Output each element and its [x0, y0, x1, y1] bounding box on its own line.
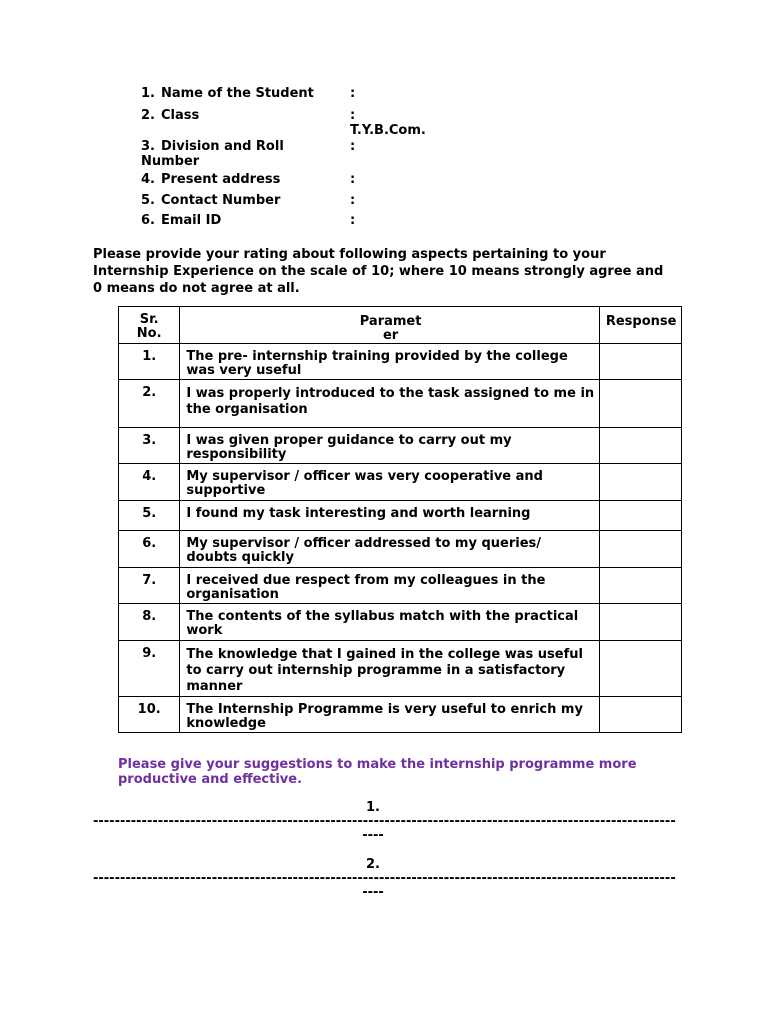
info-colon: :	[350, 139, 356, 154]
info-row-division	[141, 139, 471, 172]
suggestion-number-2: 2.	[366, 857, 380, 872]
suggestion-number-1: 1.	[366, 800, 380, 815]
table-row	[119, 604, 682, 641]
row-parameter: I found my task interesting and worth learning	[180, 501, 600, 531]
row-sr: 2.	[119, 380, 180, 428]
row-parameter: The contents of the syllabus match with the practical work	[180, 604, 600, 641]
info-row-email	[141, 213, 471, 233]
info-row-class	[141, 108, 471, 139]
info-number: 1.	[141, 86, 155, 101]
response-cell[interactable]	[599, 464, 681, 501]
info-row-name	[141, 86, 471, 108]
rating-table	[118, 306, 682, 733]
row-sr: 6.	[119, 531, 180, 568]
info-colon: :	[350, 172, 356, 187]
info-number: 4.	[141, 172, 155, 187]
info-number: 3.	[141, 139, 155, 154]
suggestion-line-2[interactable]: ------------------------------------------------------------------------------------------------------------	[93, 871, 676, 886]
info-row-address	[141, 172, 471, 193]
table-row	[119, 464, 682, 501]
info-label-address: Present address	[160, 172, 281, 187]
header-sr-no: Sr. No.	[119, 307, 180, 344]
row-parameter: The Internship Programme is very useful to enrich my knowledge	[180, 697, 600, 733]
info-colon: :	[350, 193, 356, 208]
response-cell[interactable]	[599, 344, 681, 380]
info-row-contact	[141, 193, 471, 213]
info-number: 5.	[141, 193, 155, 208]
row-parameter: My supervisor / officer was very cooperative and supportive	[180, 464, 600, 501]
info-label-class: Class	[160, 108, 200, 123]
info-label-email: Email ID	[160, 213, 222, 228]
table-row	[119, 428, 682, 464]
response-cell[interactable]	[599, 604, 681, 641]
response-cell[interactable]	[599, 531, 681, 568]
rating-instructions: Please provide your rating about following aspects pertaining to your Internship Experience on the scale of 10; where 10 means strongly agree and 0 means do not agree at all.	[93, 247, 664, 296]
info-colon: :	[350, 213, 356, 228]
info-number: 6.	[141, 213, 155, 228]
row-sr: 4.	[119, 464, 180, 501]
info-label-name: Name of the Student	[160, 86, 314, 101]
table-row	[119, 568, 682, 604]
row-sr: 5.	[119, 501, 180, 531]
response-cell[interactable]	[599, 568, 681, 604]
row-sr: 7.	[119, 568, 180, 604]
info-colon: :	[350, 86, 356, 101]
response-cell[interactable]	[599, 697, 681, 733]
header-response: Response	[599, 307, 681, 344]
suggestions-prompt: Please give your suggestions to make the internship programme more productive and effective.	[118, 757, 637, 787]
table-header-row	[119, 307, 682, 344]
suggestion-line-1[interactable]: ------------------------------------------------------------------------------------------------------------	[93, 814, 676, 829]
response-cell[interactable]	[599, 501, 681, 531]
info-colon: :	[350, 108, 356, 123]
row-parameter: The knowledge that I gained in the college was useful to carry out internship programme in a satisfactory manner	[180, 641, 600, 697]
suggestion-line-2-tail: ----	[362, 885, 384, 900]
response-cell[interactable]	[599, 428, 681, 464]
info-label-division: Division and Roll Number	[141, 139, 284, 169]
row-parameter: I received due respect from my colleagues in the organisation	[180, 568, 600, 604]
table-row	[119, 641, 682, 697]
class-value: T.Y.B.Com.	[350, 123, 426, 138]
table-row	[119, 697, 682, 733]
row-sr: 9.	[119, 641, 180, 697]
table-row	[119, 380, 682, 428]
table-row	[119, 531, 682, 568]
table-row	[119, 344, 682, 380]
row-sr: 3.	[119, 428, 180, 464]
suggestion-line-1-tail: ----	[362, 828, 384, 843]
info-label-contact: Contact Number	[160, 193, 281, 208]
response-cell[interactable]	[599, 380, 681, 428]
response-cell[interactable]	[599, 641, 681, 697]
row-parameter: My supervisor / officer addressed to my queries/ doubts quickly	[180, 531, 600, 568]
row-sr: 1.	[119, 344, 180, 380]
row-parameter: The pre- internship training provided by the college was very useful	[180, 344, 600, 380]
student-info-section	[141, 86, 471, 233]
row-sr: 8.	[119, 604, 180, 641]
row-parameter: I was properly introduced to the task assigned to me in the organisation	[180, 380, 600, 428]
info-number: 2.	[141, 108, 155, 123]
row-parameter: I was given proper guidance to carry out my responsibility	[180, 428, 600, 464]
header-parameter: Paramet er	[180, 307, 600, 344]
table-row	[119, 501, 682, 531]
row-sr: 10.	[119, 697, 180, 733]
